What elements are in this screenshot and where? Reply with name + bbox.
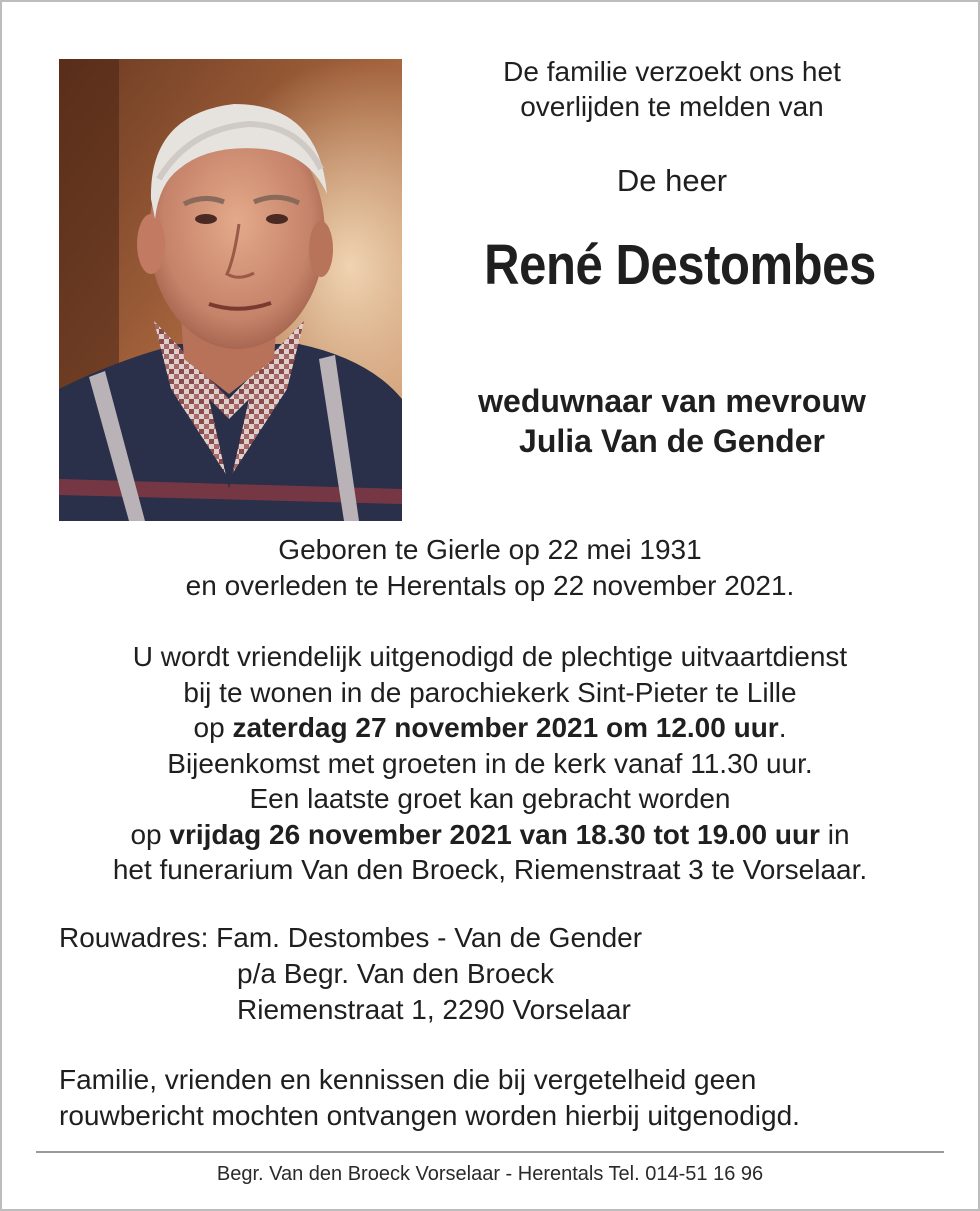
service-date-line bbox=[20, 710, 960, 746]
born-line: Geboren te Gierle op 22 mei 1931 bbox=[278, 534, 702, 565]
intro-text bbox=[430, 54, 914, 124]
closing-note bbox=[59, 1062, 939, 1134]
invite-line: Bijeenkomst met groeten in de kerk vanaf 11.30 uur. bbox=[167, 747, 813, 779]
deceased-name: René Destombes bbox=[484, 233, 876, 297]
invite-line: Een laatste groet kan gebracht worden bbox=[249, 783, 731, 814]
mourning-address bbox=[59, 920, 859, 1028]
address-line: Riemenstraat 1, 2290 Vorselaar bbox=[237, 994, 631, 1025]
birth-death-info bbox=[40, 532, 940, 604]
invite-line: het funerarium Van den Broeck, Riemenstraat 3 te Vorselaar. bbox=[112, 854, 868, 885]
address-line: Rouwadres: Fam. Destombes - Van de Gender bbox=[59, 922, 643, 953]
service-datetime: zaterdag 27 november 2021 om 12.00 uur bbox=[232, 712, 779, 743]
footer-contact: Begr. Van den Broeck Vorselaar - Herentals Tel. 014-51 16 96 bbox=[216, 1163, 764, 1185]
invite-line: U wordt vriendelijk uitgenodigd de plechtige uitvaartdienst bbox=[132, 641, 848, 672]
spouse-info bbox=[420, 381, 924, 461]
portrait-photo bbox=[59, 59, 402, 521]
footer-divider bbox=[36, 1151, 944, 1153]
funeral-invitation bbox=[20, 639, 960, 888]
invite-line: bij te wonen in de parochiekerk Sint-Pieter te Lille bbox=[183, 676, 797, 708]
died-line: en overleden te Herentals op 22 november 2021. bbox=[185, 570, 795, 601]
closing-line: rouwbericht mochten ontvangen worden hierbij uitgenodigd. bbox=[59, 1100, 800, 1131]
visitation-prefix: op bbox=[130, 818, 170, 850]
address-line: p/a Begr. Van den Broeck bbox=[237, 958, 555, 989]
closing-line: Familie, vrienden en kennissen die bij vergetelheid geen bbox=[59, 1064, 757, 1095]
honorific: De heer bbox=[616, 163, 728, 198]
visitation-suffix: in bbox=[819, 818, 850, 850]
service-prefix: op bbox=[193, 712, 233, 743]
visitation-date-line bbox=[20, 817, 960, 853]
service-suffix: . bbox=[778, 712, 787, 743]
spouse-line: Julia Van de Gender bbox=[519, 423, 825, 459]
visitation-datetime: vrijdag 26 november 2021 van 18.30 tot 19.00 uur bbox=[169, 818, 820, 850]
intro-line: De familie verzoekt ons het bbox=[503, 56, 841, 87]
spouse-line: weduwnaar van mevrouw bbox=[478, 383, 866, 419]
intro-line: overlijden te melden van bbox=[520, 91, 824, 122]
